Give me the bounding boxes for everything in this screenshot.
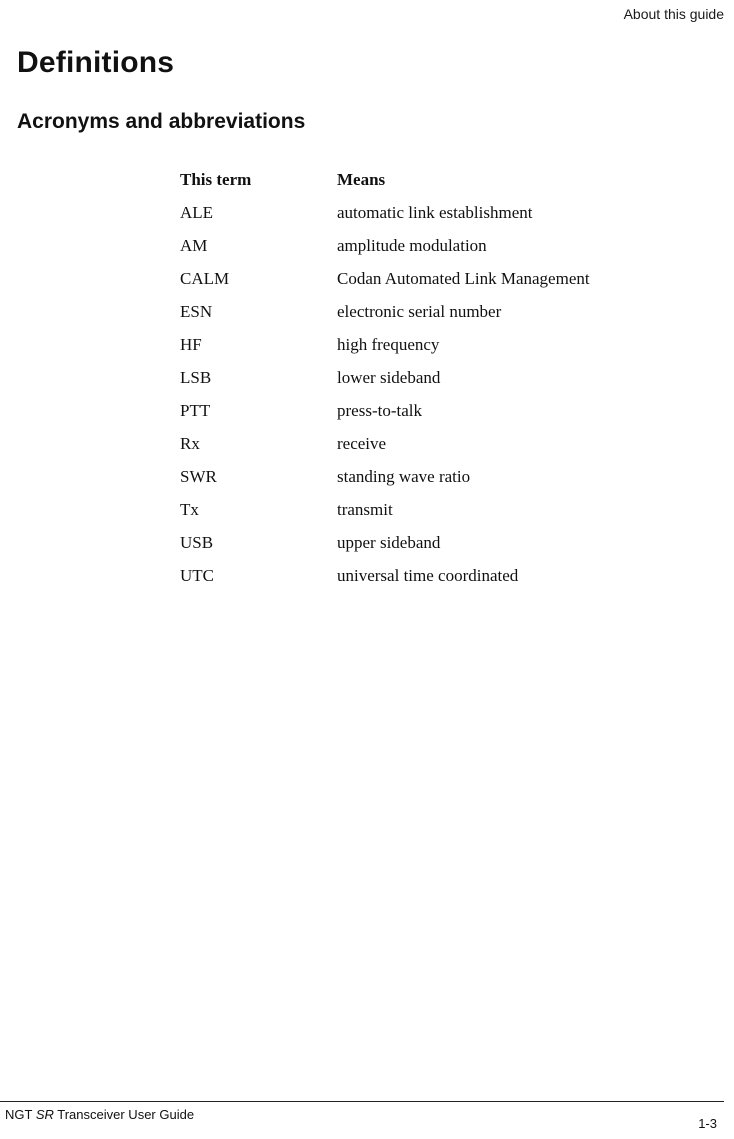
term-cell: Tx	[180, 499, 199, 519]
meaning-cell: upper sideband	[337, 532, 441, 552]
table-row	[173, 526, 667, 559]
table-row	[173, 295, 667, 328]
table-header-row	[173, 163, 667, 196]
table-row	[173, 229, 667, 262]
table-row	[173, 394, 667, 427]
table-row	[173, 328, 667, 361]
column-header-means: Means	[337, 169, 386, 189]
table-row	[173, 196, 667, 229]
term-cell: Rx	[180, 433, 200, 453]
term-cell: USB	[180, 532, 214, 552]
running-header: About this guide	[623, 6, 724, 22]
meaning-cell: receive	[337, 433, 387, 453]
meaning-cell: transmit	[337, 499, 393, 519]
footer-guide-suffix: Transceiver User Guide	[53, 1107, 195, 1122]
acronyms-table	[173, 163, 667, 592]
section-heading: Acronyms and abbreviations	[17, 110, 306, 133]
table-row	[173, 262, 667, 295]
term-cell: LSB	[180, 367, 212, 387]
meaning-cell: automatic link establishment	[337, 202, 533, 222]
table-row	[173, 361, 667, 394]
meaning-cell: high frequency	[337, 334, 440, 354]
term-cell: AM	[180, 235, 208, 255]
footer-guide-title	[5, 1107, 194, 1122]
meaning-cell: lower sideband	[337, 367, 441, 387]
meaning-cell: standing wave ratio	[337, 466, 471, 486]
footer-guide-model: SR	[35, 1107, 54, 1122]
term-cell: PTT	[180, 400, 211, 420]
page-number: 1-3	[698, 1116, 717, 1131]
term-cell: ESN	[180, 301, 213, 321]
meaning-cell: Codan Automated Link Management	[337, 268, 590, 288]
table-row	[173, 493, 667, 526]
column-header-term: This term	[180, 169, 252, 189]
footer-divider	[0, 1101, 724, 1102]
meaning-cell: amplitude modulation	[337, 235, 487, 255]
term-cell: SWR	[180, 466, 217, 486]
meaning-cell: electronic serial number	[337, 301, 502, 321]
term-cell: UTC	[180, 565, 214, 585]
table-row	[173, 427, 667, 460]
table-row	[173, 460, 667, 493]
term-cell: HF	[180, 334, 202, 354]
term-cell: CALM	[180, 268, 230, 288]
meaning-cell: universal time coordinated	[337, 565, 519, 585]
term-cell: ALE	[180, 202, 214, 222]
meaning-cell: press-to-talk	[337, 400, 422, 420]
page-title: Definitions	[17, 46, 175, 79]
footer-guide-prefix: NGT	[5, 1107, 36, 1122]
table-row	[173, 559, 667, 592]
